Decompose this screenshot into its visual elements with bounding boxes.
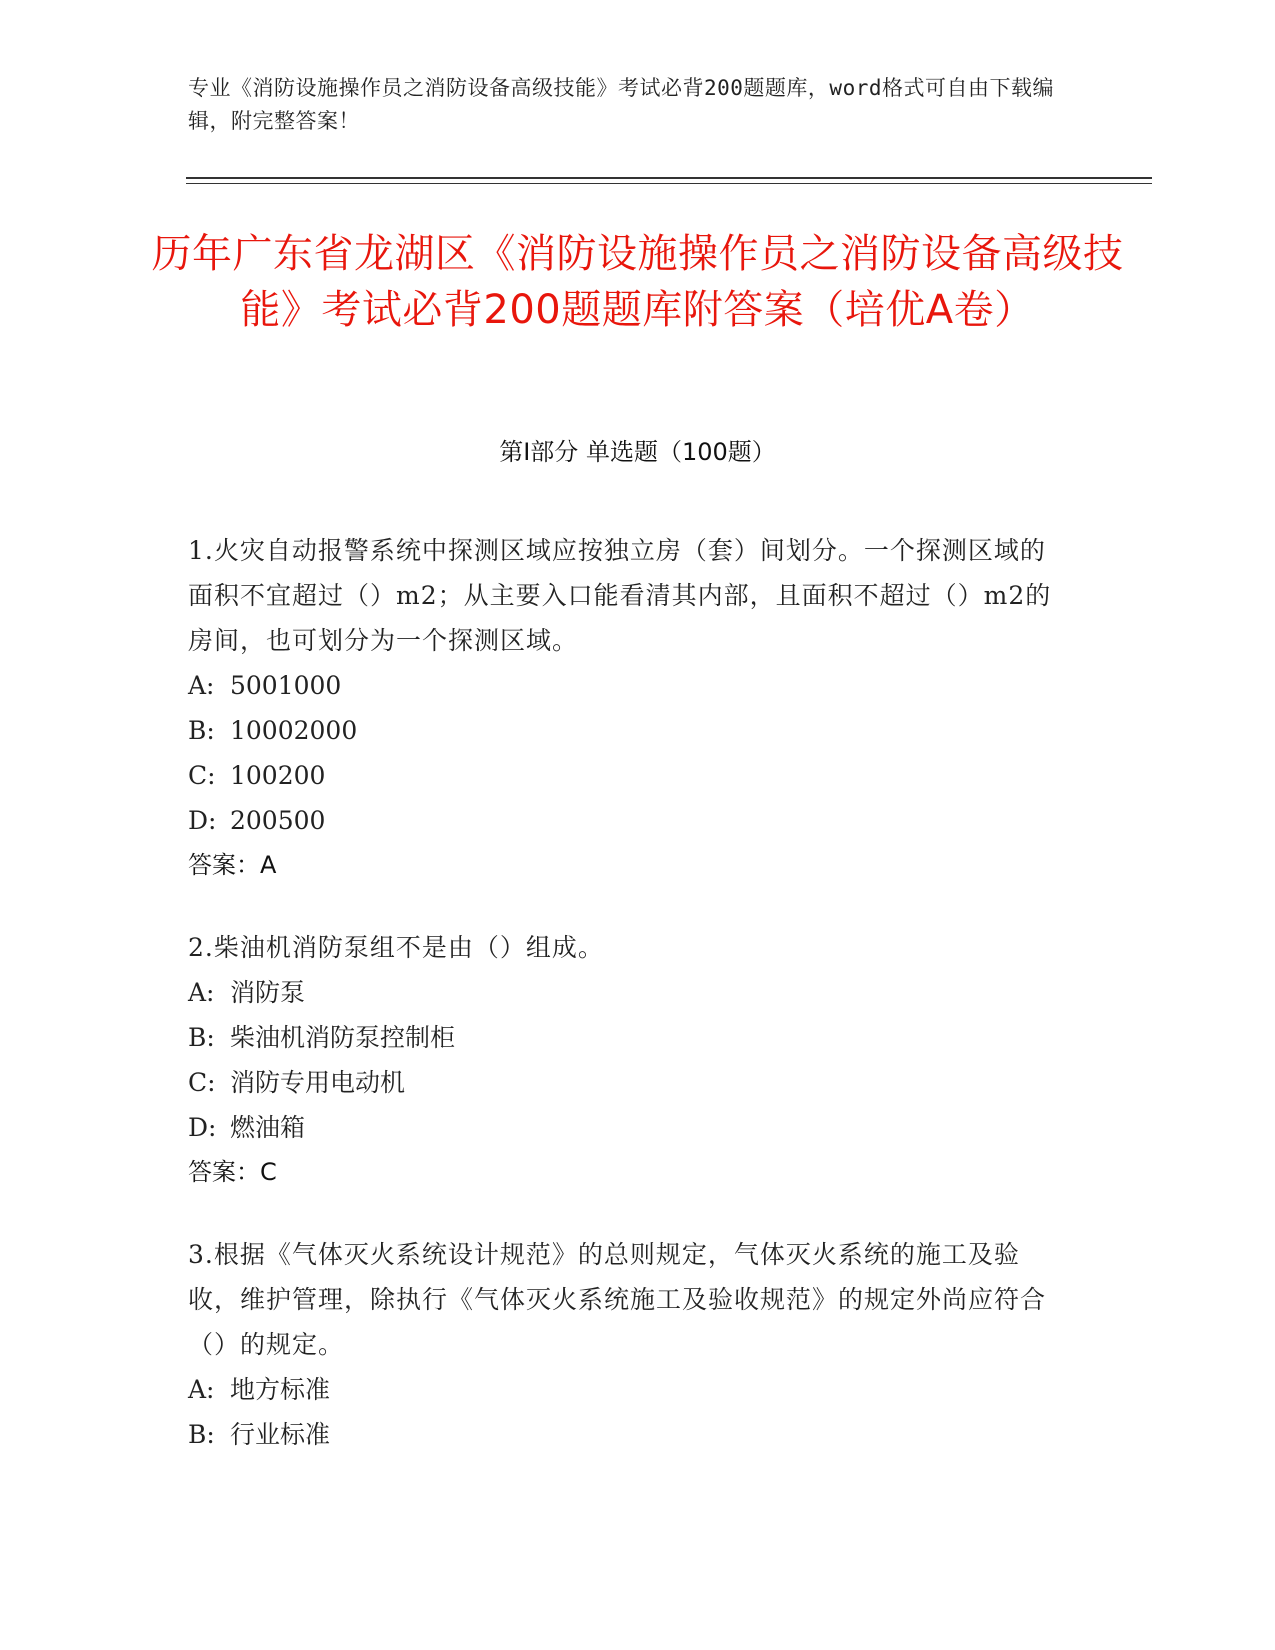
option-c [188, 753, 1068, 798]
option-c [188, 1060, 1068, 1105]
answer-line: 答案：C [188, 1158, 277, 1186]
option-text: 行业标准 [230, 1420, 331, 1449]
option-key: D: [188, 806, 217, 835]
option-b [188, 1412, 1068, 1457]
option-a [188, 663, 1068, 708]
option-d [188, 798, 1068, 843]
answer-line: 答案：A [188, 851, 277, 879]
option-b [188, 1015, 1068, 1060]
option-text: 10002000 [230, 716, 358, 745]
question-2 [188, 925, 1068, 1195]
option-text: 100200 [230, 761, 326, 790]
option-key: A: [188, 978, 215, 1007]
option-key: D: [188, 1113, 217, 1142]
header-divider-thick [186, 177, 1152, 179]
option-key: C: [188, 761, 216, 790]
option-text: 5001000 [230, 671, 342, 700]
header-note: 专业《消防设施操作员之消防设备高级技能》考试必背200题题库，word格式可自由下载编辑，附完整答案！ [188, 76, 1054, 133]
option-text: 地方标准 [230, 1375, 331, 1404]
option-text: 200500 [230, 806, 326, 835]
option-text: 燃油箱 [230, 1113, 306, 1142]
option-a [188, 970, 1068, 1015]
question-stem: 3.根据《气体灭火系统设计规范》的总则规定，气体灭火系统的施工及验收，维护管理，除执行《气体灭火系统施工及验收规范》的规定外尚应符合（）的规定。 [188, 1240, 1047, 1359]
option-key: A: [188, 1375, 215, 1404]
option-d [188, 1105, 1068, 1150]
option-text: 消防泵 [230, 978, 306, 1007]
option-a [188, 1367, 1068, 1412]
question-list [188, 528, 1068, 1494]
header-divider-thin [186, 183, 1152, 184]
option-key: A: [188, 671, 215, 700]
question-stem: 2.柴油机消防泵组不是由（）组成。 [188, 933, 604, 962]
document-title: 历年广东省龙湖区《消防设施操作员之消防设备高级技能》考试必背200题题库附答案（培优A卷） [151, 231, 1124, 333]
question-3 [188, 1232, 1068, 1457]
section-title: 第I部分 单选题（100题） [499, 438, 776, 466]
option-key: C: [188, 1068, 216, 1097]
option-text: 消防专用电动机 [230, 1068, 406, 1097]
option-key: B: [188, 716, 215, 745]
question-stem: 1.火灾自动报警系统中探测区域应按独立房（套）间划分。一个探测区域的面积不宜超过（）m2；从主要入口能看清其内部，且面积不超过（）m2的房间，也可划分为一个探测区域。 [188, 536, 1052, 655]
option-key: B: [188, 1023, 215, 1052]
option-b [188, 708, 1068, 753]
option-key: B: [188, 1420, 215, 1449]
question-1 [188, 528, 1068, 888]
option-text: 柴油机消防泵控制柜 [230, 1023, 456, 1052]
